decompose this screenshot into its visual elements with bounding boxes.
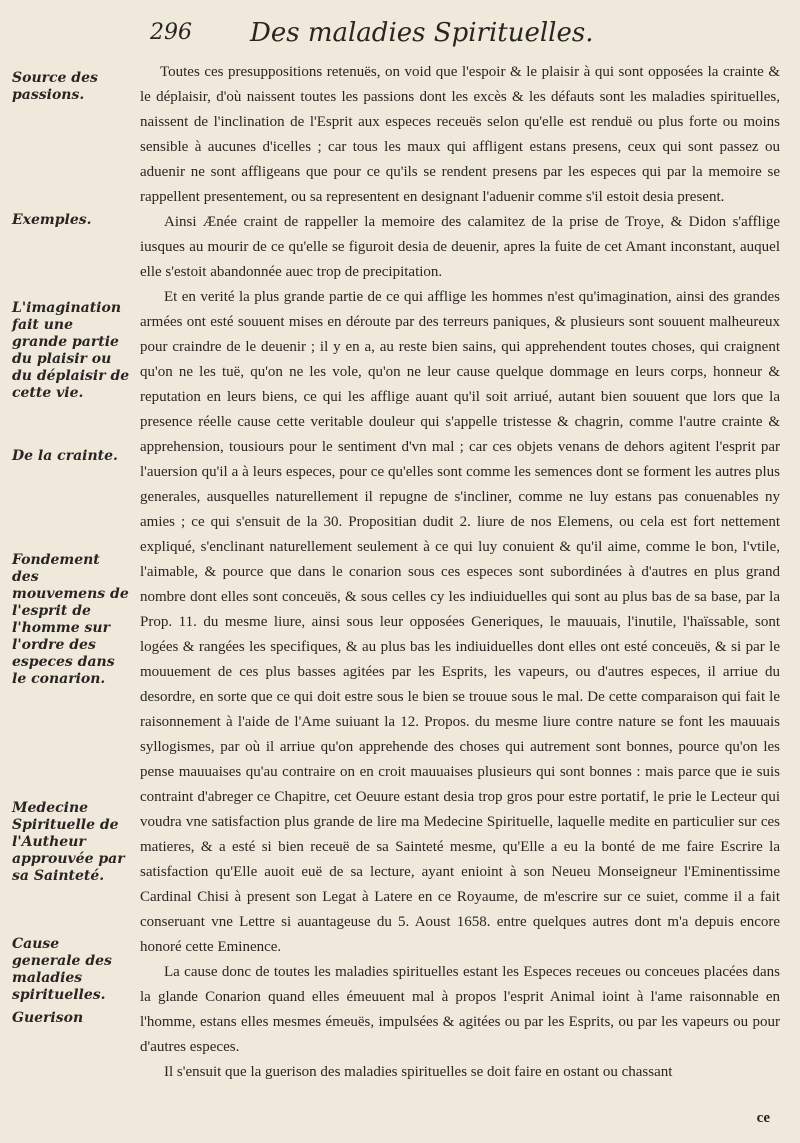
margin-note: Fondement des mouvemens de l'esprit de l'homme sur l'ordre des especes dans le conarion. bbox=[12, 552, 129, 687]
paragraph: La cause donc de toutes les maladies spirituelles estant les Especes receues ou conceues placées dans la glande Conarion quand elles émeuuent mal à propos l'esprit Animal ioint à l'ame raisonnable en l'homme, estans elles mesmes émeuës, impulsées & agitées ou par les Esprits, ou par les vapeurs ou pour d'autres especes. bbox=[140, 964, 780, 1055]
paragraph: Ainsi Ænée craint de rappeller la memoire des calamitez de la prise de Troye, & Didon s'afflige iusques au mourir de ce qu'elle se figuroit desia de deuenir, apres la fuite de cet Amant inconstant, auquel elle s'estoit abandonnée auec trop de precipitation. bbox=[140, 214, 780, 280]
margin-note: Cause generale des maladies spirituelles. bbox=[12, 936, 112, 1003]
page-header bbox=[150, 18, 770, 54]
running-title: Des maladies Spirituelles. bbox=[250, 18, 594, 48]
margin-note: Exemples. bbox=[12, 212, 92, 228]
margin-note: Medecine Spirituelle de l'Autheur approuvée par sa Sainteté. bbox=[12, 800, 125, 884]
margin-notes bbox=[0, 0, 130, 1143]
margin-note: L'imagination fait une grande partie du plaisir ou du déplaisir de cette vie. bbox=[12, 300, 130, 401]
margin-note: Guerison bbox=[12, 1010, 84, 1026]
paragraph: Toutes ces presuppositions retenuës, on void que l'espoir & le plaisir à qui sont opposées la crainte & le déplaisir, d'où naissent toutes les passions dont les excès & les défauts sont les maladies spirituelles, naissent de l'inclination de l'Esprit aux especes receuës selon qu'elle est renduë ou plus forte ou moins sensible à aucunes d'icelles ; car tous les maux qui affligent estans presens, ceux qui sont passez ou aduenir ne sont affligeans que pour ce qu'ils se rendent presens par les especes qui par la memoire se rappellent presentement, ou sa representent en designant l'aduenir comme s'il estoit desia present. bbox=[140, 64, 780, 205]
paragraph: Et en verité la plus grande partie de ce qui afflige les hommes n'est qu'imagination, ainsi des grandes armées ont esté souuent mises en déroute par des terreurs paniques, & plusieurs sont souuent malheureux pour craindre de le deuenir ; il y en a, au reste bien sains, qui apprehendent toutes choses, qui craignent qu'on ne les tuë, qu'on ne les vole, qu'on ne leur cause quelque dommage en leurs corps, honneur & reputation en leurs biens, ce qui les afflige auant qu'il soit arriué, autant bien souuent que lors que la presence réelle cause cette veritable douleur qui s'appelle tristesse & chagrin, comme l'autre crainte & apprehension, tousiours pour le sentiment d'vn mal ; car ces objets venans de dehors agitent l'esprit par l'auersion qu'il a à leurs especes, pour ce qu'elles sont comme les semences dont se forment les autres plus generales, ausquelles naturellement il repugne de s'incliner, comme ne luy estans pas conuenables ny amies ; ce qui s'ensuit de la 30. Propositian dudit 2. liure de nos Elemens, ou cela est fort nettement expliqué, s'enclinant naturellement seulement à ce qui luy conuient & qu'il aime, comme le bon, l'vtile, l'aimable, & pource que dans le conarion sous ces especes sont subordinées à d'autres en plus grand nombre dont elles sont conceuës, & sous celles cy les indiuiduelles qui sont au plus bas de sa base, par la Prop. 11. du mesme liure, ainsi sous leur opposées Generiques, le mauuais, l'inutile, l'haïssable, sont logées & rangées les specifiques, & au plus bas les indiuiduelles dont elles ont esté conceuës, & si par le mouuement de ces plus basses agitées par les Esprits, les vapeurs, ou d'autres especes, il arriue du desordre, en sorte que ce qui doit estre sous le bien se trouue sous le mal. De cette comparaison qui fait le raisonnement à l'aide de l'Ame suiuant la 12. Propos. du mesme liure contre nature se font les mauuais syllogismes, par où il arriue qu'on apprehende des choses qui autrement sont bonnes, pource qu'on les pense mauuaises qu'au contraire on en croit mauuaises plusieurs qui sont bonnes : mais parce que ie suis contraint d'abreger ce Chapitre, cet Oeuure estant desia trop gros pour estre portatif, le prie le Lecteur qui voudra vne satisfaction plus grande de lire ma Medecine Spirituelle, laquelle medite en particulier sur ces matieres, & a esté si bien receuë de sa Sainteté mesme, qu'Elle a eu la bonté de me faire Escrire la satisfaction qu'Elle auoit euë de sa lecture, ayant enioint à son Neueu Monseigneur l'Eminentissime Cardinal Chisi à present son Legat à Latere en ce Royaume, de m'escrire sur ce suiet, comme il a fait conseruant vne Lettre si auantageuse du 5. Aoust 1658. entre quelques autres dont m'a depuis encore honoré cette Eminence. bbox=[140, 289, 780, 955]
margin-note: Source des passions. bbox=[12, 70, 98, 103]
paragraph: Il s'ensuit que la guerison des maladies spirituelles se doit faire en ostant ou chassant bbox=[164, 1064, 673, 1080]
margin-note: De la crainte. bbox=[12, 448, 118, 464]
page-number: 296 bbox=[150, 20, 192, 45]
catchword: ce bbox=[756, 1110, 770, 1126]
body-text bbox=[140, 60, 780, 1085]
